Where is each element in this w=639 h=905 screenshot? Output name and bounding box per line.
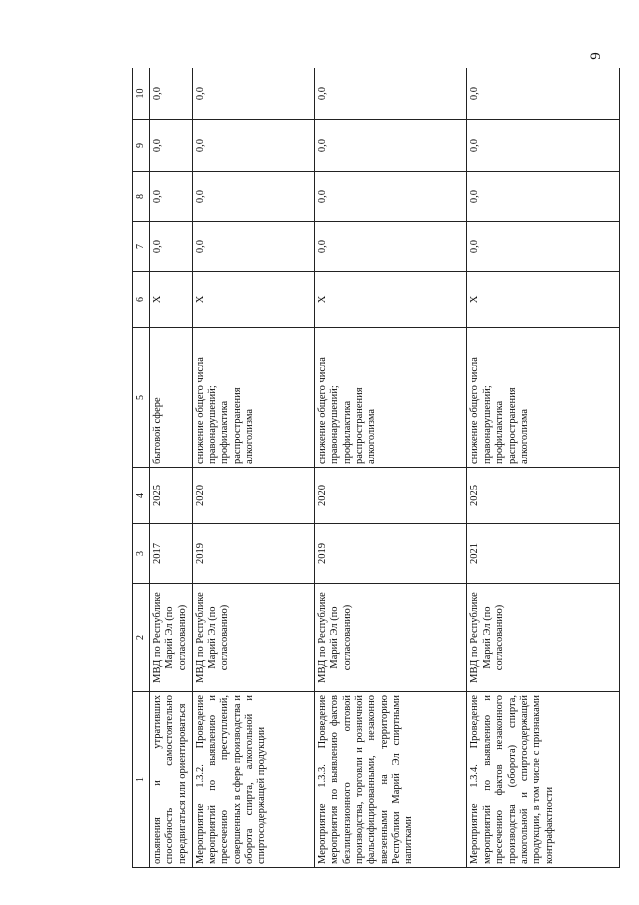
funding-value: 0,0 [192, 172, 314, 222]
funding-value: 0,0 [467, 222, 620, 272]
measure-description: Мероприятие 1.3.3. Проведение мероприятия по выявлению фактов безлицензионного оптовой производства, торговли и розничной фальсифицированными, незаконно ввезенными на территорию Республики Марий Эл спиртными напитками [314, 692, 467, 868]
header-cell-5: 5 [133, 328, 150, 468]
header-cell-8: 8 [133, 172, 150, 222]
responsible-executor: МВД по Республике Марий Эл (по согласованию) [467, 584, 620, 692]
funding-value: 0,0 [314, 172, 467, 222]
funding-value: 0,0 [314, 68, 467, 120]
header-cell-10: 10 [133, 68, 150, 120]
measures-table [132, 68, 620, 868]
funding-value: 0,0 [314, 222, 467, 272]
header-cell-6: 6 [133, 272, 150, 328]
header-cell-3: 3 [133, 524, 150, 584]
page-number: 9 [587, 52, 604, 60]
table-region [132, 68, 620, 868]
header-cell-1: 1 [133, 692, 150, 868]
indicator-link: X [192, 272, 314, 328]
start-year: 2017 [150, 524, 193, 584]
header-cell-7: 7 [133, 222, 150, 272]
measure-description: Мероприятие 1.3.4. Проведение мероприятий по выявлению и пресечению фактов незаконного производства (оборота) спирта, алкогольной и спиртосодержащей продукции, в том числе с признаками контрафактности [467, 692, 620, 868]
rotated-table-container [132, 68, 620, 868]
table-row [150, 68, 193, 868]
funding-value: 0,0 [150, 172, 193, 222]
indicator-link: X [467, 272, 620, 328]
measure-description: Мероприятие 1.3.2. Проведение мероприятий по выявлению и пресечению преступлений, совершенных в сфере производства и оборота спирта, алкогольной и спиртосодержащей продукции [192, 692, 314, 868]
indicator-link: X [150, 272, 193, 328]
indicator-link: X [314, 272, 467, 328]
table-row [467, 68, 620, 868]
expected-result: снижение общего числа правонарушений; профилактика распространения алкоголизма [467, 328, 620, 468]
header-cell-2: 2 [133, 584, 150, 692]
end-year: 2025 [150, 468, 193, 524]
end-year: 2020 [314, 468, 467, 524]
start-year: 2021 [467, 524, 620, 584]
responsible-executor: МВД по Республике Марий Эл (по согласованию) [314, 584, 467, 692]
funding-value: 0,0 [467, 172, 620, 222]
start-year: 2019 [314, 524, 467, 584]
expected-result: бытовой сфере [150, 328, 193, 468]
expected-result: снижение общего числа правонарушений; профилактика распространения алкоголизма [314, 328, 467, 468]
responsible-executor: МВД по Республике Марий Эл (по согласованию) [192, 584, 314, 692]
header-row [133, 68, 150, 868]
responsible-executor: МВД по Республике Марий Эл (по согласованию) [150, 584, 193, 692]
funding-value: 0,0 [150, 68, 193, 120]
header-cell-4: 4 [133, 468, 150, 524]
funding-value: 0,0 [314, 120, 467, 172]
funding-value: 0,0 [150, 222, 193, 272]
funding-value: 0,0 [467, 68, 620, 120]
table-row [192, 68, 314, 868]
table-row [314, 68, 467, 868]
expected-result: снижение общего числа правонарушений; профилактика распространения алкоголизма [192, 328, 314, 468]
start-year: 2019 [192, 524, 314, 584]
measure-description: опьянения и утративших способность самостоятельно передвигаться или ориентироваться [150, 692, 193, 868]
header-cell-9: 9 [133, 120, 150, 172]
funding-value: 0,0 [467, 120, 620, 172]
end-year: 2020 [192, 468, 314, 524]
funding-value: 0,0 [150, 120, 193, 172]
funding-value: 0,0 [192, 120, 314, 172]
funding-value: 0,0 [192, 68, 314, 120]
end-year: 2025 [467, 468, 620, 524]
funding-value: 0,0 [192, 222, 314, 272]
